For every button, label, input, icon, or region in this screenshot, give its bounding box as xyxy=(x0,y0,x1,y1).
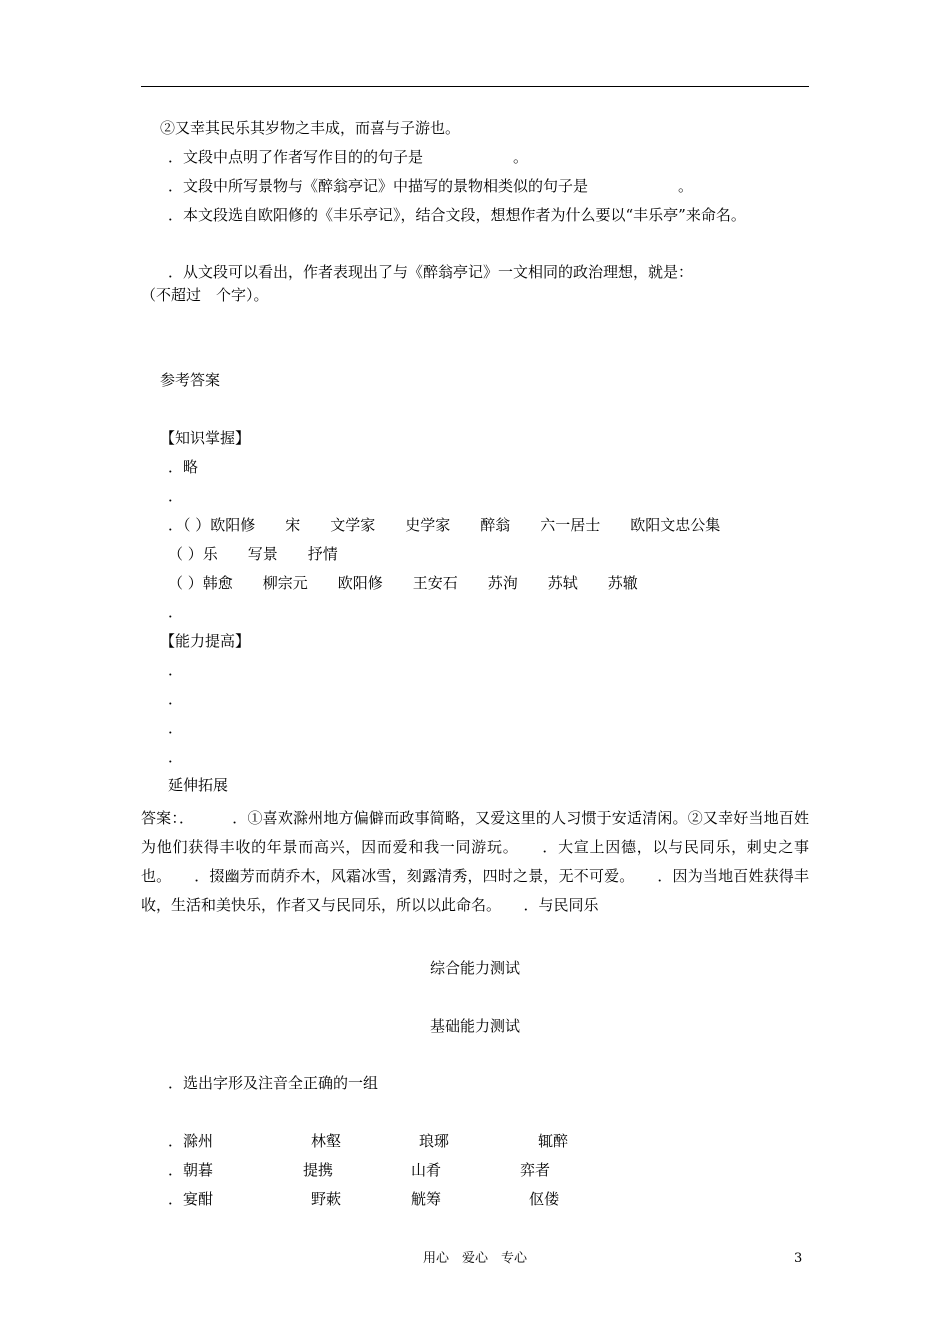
knowledge-item-1: ．略 xyxy=(168,458,199,476)
page-number: 3 xyxy=(794,1251,803,1266)
option-cell: 林壑 xyxy=(311,1132,342,1150)
ability-heading: 【能力提高】 xyxy=(160,632,251,650)
option-cell: 觥筹 xyxy=(411,1190,442,1208)
ability-item-3: ． xyxy=(168,719,184,737)
question-2: ．文段中所写景物与《醉翁亭记》中描写的景物相类似的句子是 。 xyxy=(168,177,694,195)
question-3: ．本文段选自欧阳修的《丰乐亭记》，结合文段，想想作者为什么要以“丰乐亭”来命名。 xyxy=(168,206,746,224)
option-cell: ．滁州 xyxy=(168,1132,214,1150)
option-cell: 辄醉 xyxy=(538,1132,569,1150)
option-cell: 野蔌 xyxy=(311,1190,342,1208)
option-cell: ．朝暮 xyxy=(168,1161,214,1179)
passage-line: ②又幸其民乐其岁物之丰成，而喜与子游也。 xyxy=(160,119,461,137)
question-4: ．从文段可以看出，作者表现出了与《醉翁亭记》一文相同的政治理想，就是： xyxy=(168,263,694,281)
header-rule xyxy=(141,86,809,87)
knowledge-item-3: ．（ ）欧阳修 宋 文学家 史学家 醉翁 六一居士 欧阳文忠公集 xyxy=(168,516,721,534)
knowledge-item-3-part-3: （ ）韩愈 柳宗元 欧阳修 王安石 苏洵 苏轼 苏辙 xyxy=(168,574,638,592)
section-title-comprehensive: 综合能力测试 xyxy=(429,959,520,977)
test-question-1: ．选出字形及注音全正确的一组 xyxy=(168,1074,379,1092)
option-cell: 伛偻 xyxy=(529,1190,560,1208)
option-cell: 山肴 xyxy=(411,1161,442,1179)
ability-item-2: ． xyxy=(168,690,184,708)
option-cell: 提携 xyxy=(303,1161,334,1179)
knowledge-item-3-part-2: （ ）乐 写景 抒情 xyxy=(168,545,338,563)
option-cell: 弈者 xyxy=(520,1161,551,1179)
ability-item-4: ． xyxy=(168,748,184,766)
option-cell: ．宴酣 xyxy=(168,1190,214,1208)
extension-heading: 延伸拓展 xyxy=(168,776,229,794)
knowledge-item-2: ． xyxy=(168,487,184,505)
section-title-basic: 基础能力测试 xyxy=(429,1017,520,1035)
knowledge-item-4: ． xyxy=(168,603,184,621)
extension-answer-paragraph: 答案：． ．①喜欢滁州地方偏僻而政事简略，又爱这里的人习惯于安适清闲。②又幸好当地百姓为他们获得丰收的年景而高兴，因而爱和我一同游玩。 ．大宣上因德，以与民同乐，刺史之事也。 ．掇幽芳而荫乔木，风霜冰雪，刻露清秀，四时之景，无不可爱。 ．因为当地百姓获得丰收，生活和美快乐，作者又与民同乐，所以以此命名。 ．与民同乐 xyxy=(141,809,809,914)
page-footer: 用心 爱心 专心 xyxy=(422,1251,527,1266)
question-1: ．文段中点明了作者写作目的的句子是 。 xyxy=(168,148,529,166)
question-4-continuation: （不超过 个字）。 xyxy=(141,286,269,304)
answer-heading: 参考答案 xyxy=(160,371,221,389)
knowledge-heading: 【知识掌握】 xyxy=(160,429,251,447)
ability-item-1: ． xyxy=(168,661,184,679)
option-cell: 琅琊 xyxy=(419,1132,450,1150)
